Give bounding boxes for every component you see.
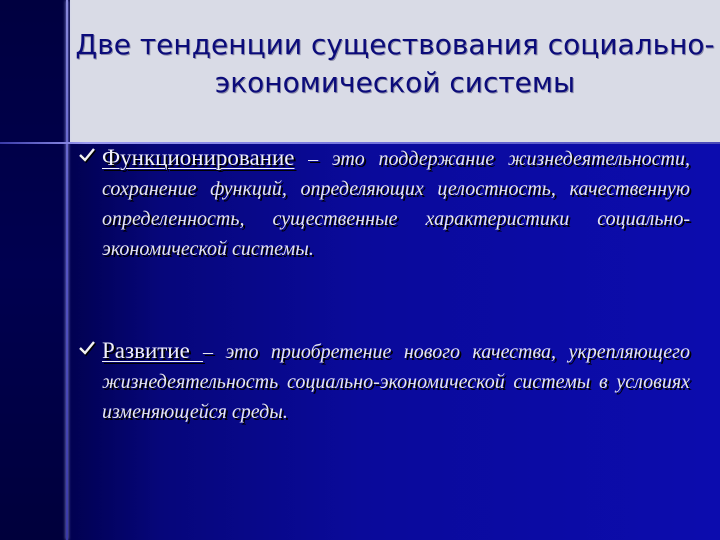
bullet-functioning [78, 143, 690, 264]
slide-title: Две тенденции существования социально-экономической системы [75, 28, 715, 99]
term-development: Развитие [102, 338, 204, 363]
left-decorative-strip [0, 0, 70, 540]
vertical-divider [66, 0, 68, 540]
checkmark-icon [78, 146, 96, 164]
definition-development: – это приобретение нового качества, укрепляющего жизнедеятельность социально-экономической системы в условиях изменяющейся среды. [102, 341, 690, 423]
definition-functioning: – это поддержание жизнедеятельности, сохранение функций, определяющих целостность, качественную определенность, существенные характеристики социально-экономической системы. [102, 148, 690, 260]
checkmark-icon [78, 339, 96, 357]
term-functioning: Функционирование [102, 145, 295, 170]
bullet-development [78, 336, 690, 427]
